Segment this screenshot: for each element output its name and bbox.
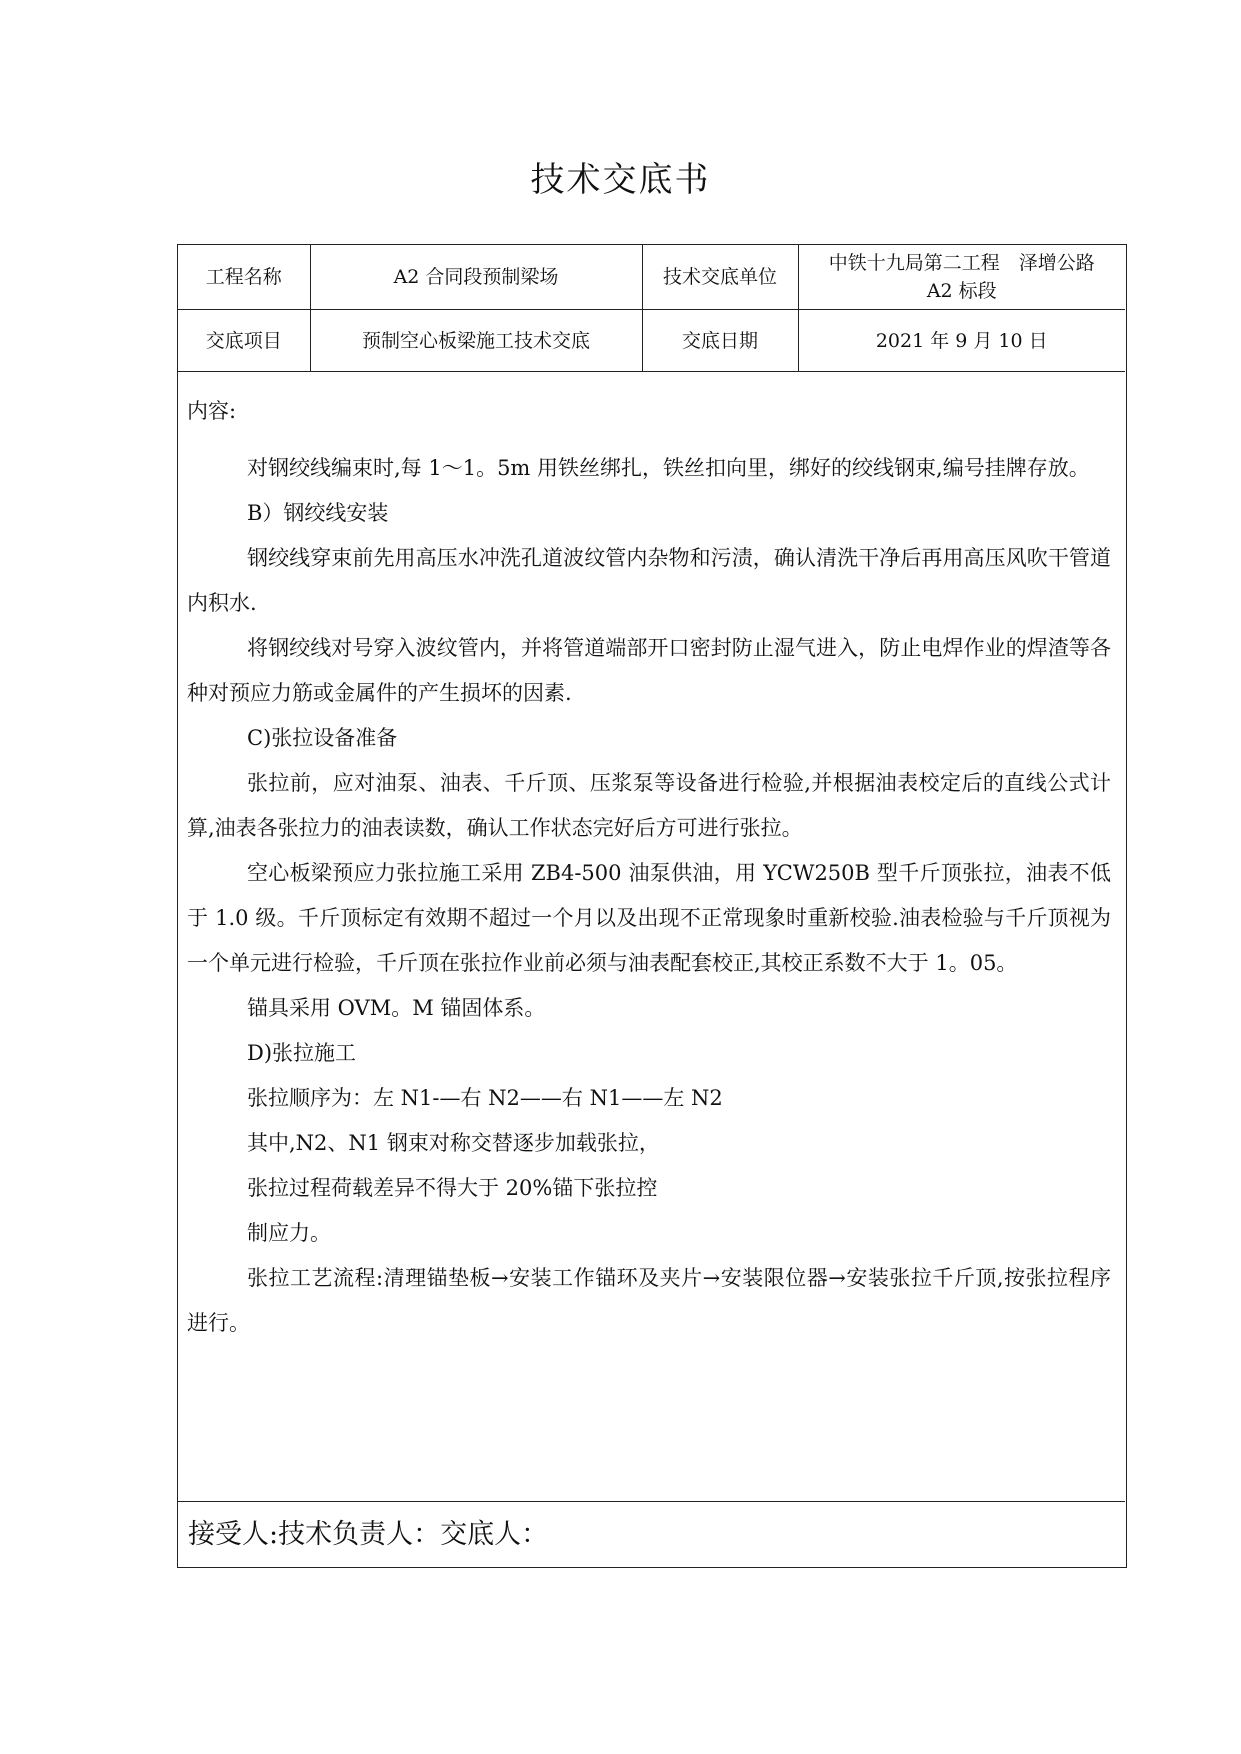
date-value: 2021 年 9 月 10 日 bbox=[798, 310, 1125, 372]
header-row-item bbox=[178, 310, 1125, 372]
unit-value-line1: 中铁十九局第二工程 泽增公路 bbox=[828, 252, 1095, 274]
content-paragraph: B）钢绞线安装 bbox=[247, 501, 389, 525]
unit-label: 技术交底单位 bbox=[642, 245, 798, 310]
project-name-label: 工程名称 bbox=[178, 245, 310, 310]
content-paragraph: 张拉过程荷载差异不得大于 20%锚下张拉控 bbox=[247, 1176, 658, 1200]
content-heading: 内容: bbox=[187, 399, 237, 423]
content-paragraph: 钢绞线穿束前先用高压水冲洗孔道波纹管内杂物和污渍，确认清洗干净后再用高压风吹干管道内积水. bbox=[187, 546, 1111, 615]
content-paragraph: 锚具采用 OVM。M 锚固体系。 bbox=[247, 996, 546, 1020]
item-value: 预制空心板梁施工技术交底 bbox=[310, 310, 642, 372]
content-paragraph: 张拉前，应对油泵、油表、千斤顶、压浆泵等设备进行检验,并根据油表校定后的直线公式计算,油表各张拉力的油表读数，确认工作状态完好后方可进行张拉。 bbox=[187, 771, 1111, 840]
content-section bbox=[187, 389, 1111, 1346]
content-paragraph: 张拉工艺流程:清理锚垫板→安装工作锚环及夹片→安装限位器→安装张拉千斤顶,按张拉程序进行。 bbox=[187, 1266, 1111, 1335]
document-frame bbox=[177, 244, 1127, 1568]
item-label: 交底项目 bbox=[178, 310, 310, 372]
content-paragraph: D)张拉施工 bbox=[247, 1041, 357, 1065]
unit-value-line2: A2 标段 bbox=[926, 280, 997, 302]
date-label: 交底日期 bbox=[642, 310, 798, 372]
content-paragraph: 制应力。 bbox=[247, 1221, 331, 1245]
content-paragraph: 空心板梁预应力张拉施工采用 ZB4-500 油泵供油，用 YCW250B 型千斤顶张拉，油表不低于 1.0 级。千斤顶标定有效期不超过一个月以及出现不正常现象时重新校验.油表检验与千斤顶视为一个单元进行检验，千斤顶在张拉作业前必须与油表配套校正,其校正系数不大于 1。05。 bbox=[187, 861, 1111, 975]
footer-divider bbox=[178, 1501, 1125, 1502]
content-paragraph: C)张拉设备准备 bbox=[247, 726, 398, 750]
unit-value bbox=[798, 245, 1125, 310]
header-table bbox=[178, 245, 1125, 372]
header-row-project bbox=[178, 245, 1125, 310]
content-paragraph: 对钢绞线编束时,每 1～1。5m 用铁丝绑扎，铁丝扣向里，绑好的绞线钢束,编号挂牌存放。 bbox=[247, 456, 1090, 480]
content-paragraph: 将钢绞线对号穿入波纹管内，并将管道端部开口密封防止湿气进入，防止电焊作业的焊渣等各种对预应力筋或金属件的产生损坏的因素. bbox=[187, 636, 1111, 705]
content-paragraph: 其中,N2、N1 钢束对称交替逐步加载张拉， bbox=[247, 1131, 660, 1155]
signature-line: 接受人:技术负责人：交底人： bbox=[188, 1519, 549, 1550]
document-title: 技术交底书 bbox=[530, 160, 711, 200]
project-name-value: A2 合同段预制梁场 bbox=[310, 245, 642, 310]
content-paragraph: 张拉顺序为：左 N1-—右 N2——右 N1——左 N2 bbox=[247, 1086, 723, 1110]
